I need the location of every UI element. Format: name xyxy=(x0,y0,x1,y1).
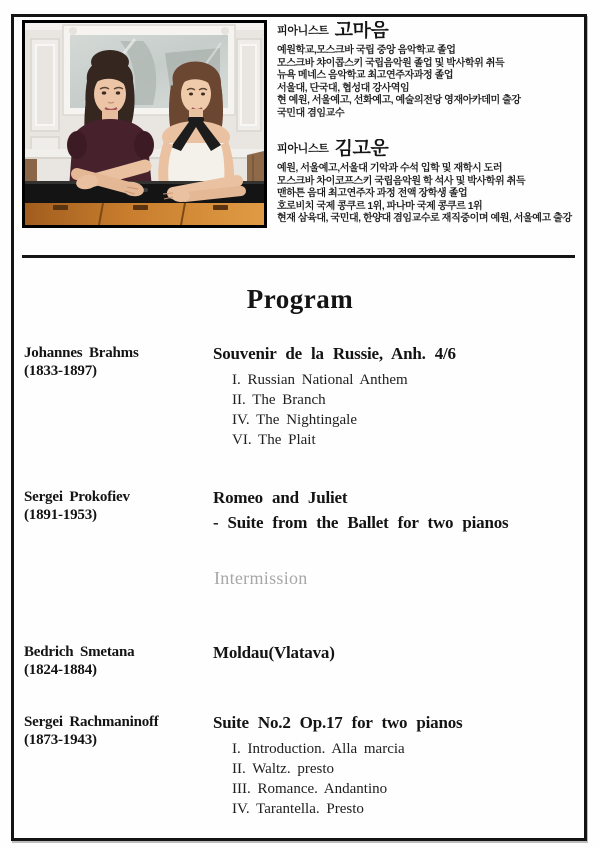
bio-line: 예원학교,모스크바 국립 중앙 음악학교 졸업 xyxy=(277,45,456,56)
composer-name: Johannes Brahms xyxy=(24,345,139,361)
composer-dates: (1873-1943) xyxy=(24,732,97,748)
movement-item: II. The Branch xyxy=(232,392,326,408)
composer-dates: (1891-1953) xyxy=(24,507,97,523)
pianists-photo-illustration xyxy=(25,23,264,225)
work-title: Moldau(Vlatava) xyxy=(213,643,335,662)
movement-list xyxy=(213,370,586,450)
pianist-2-role-label: 피아니스트 xyxy=(277,143,329,155)
movement-item: IV. Tarantella. Presto xyxy=(232,801,364,817)
composer-block xyxy=(24,643,206,679)
intermission-label: Intermission xyxy=(214,568,308,588)
composer-block xyxy=(24,344,206,380)
bio-line: 현 예원, 서울예고, 선화예고, 예술의전당 영재아카데미 출강 xyxy=(277,95,521,106)
composer-dates: (1824-1884) xyxy=(24,662,97,678)
pianists-photo xyxy=(22,20,267,228)
work-block xyxy=(213,341,586,450)
bio-line: 서울대, 단국대, 협성대 강사역임 xyxy=(277,82,410,94)
work-block xyxy=(213,640,586,665)
pianist-2-section xyxy=(277,139,586,226)
bio-line: 모스크바 챠이콥스키 국립음악원 졸업 및 박사학위 취득 xyxy=(277,57,505,69)
movement-list xyxy=(213,739,586,819)
composer-name: Sergei Prokofiev xyxy=(24,489,130,505)
movement-item: III. Romance. Andantino xyxy=(232,781,388,797)
bio-line: 뉴욕 메네스 음악학교 최고연주자과정 졸업 xyxy=(277,70,454,81)
composer-block xyxy=(24,713,206,749)
pianist-2-name: 김고운 xyxy=(334,139,389,159)
bio-line: 현재 삼육대, 국민대, 한양대 겸임교수로 재직중이며 예원, 서울예고 출강 xyxy=(277,213,572,224)
bio-line: 예원, 서울예고,서울대 기악과 수석 입학 및 재학시 도러 xyxy=(277,163,503,174)
movement-item: IV. The Nightingale xyxy=(232,412,358,428)
pianist-2-bio xyxy=(277,163,586,226)
pianist-1-bio xyxy=(277,45,586,120)
work-block xyxy=(213,710,586,819)
composer-name: Sergei Rachmaninoff xyxy=(24,714,159,730)
movement-item: I. Introduction. Alla marcia xyxy=(232,741,405,757)
program-title: Program xyxy=(246,284,354,314)
work-title: Suite No.2 Op.17 for two pianos xyxy=(213,713,463,732)
bio-line: 맨하튼 음대 최고연주자 과정 전액 장학생 졸업 xyxy=(277,188,468,199)
composer-dates: (1833-1897) xyxy=(24,363,97,379)
movement-item: VI. The Plait xyxy=(232,432,316,448)
bio-line: 호로비치 국제 콩쿠르 1위, 파나마 국제 콩쿠르 1위 xyxy=(277,200,483,212)
pianist-1-name: 고마음 xyxy=(334,21,389,41)
work-title: Souvenir de la Russie, Anh. 4/6 xyxy=(213,344,456,363)
work-block xyxy=(213,485,586,535)
composer-block xyxy=(24,488,206,524)
movement-item: II. Waltz. presto xyxy=(232,761,334,777)
composer-name: Bedrich Smetana xyxy=(24,644,135,660)
work-subtitle: - Suite from the Ballet for two pianos xyxy=(213,513,509,532)
pianist-2-header xyxy=(277,139,586,158)
bio-line: 국민대 겸임교수 xyxy=(277,107,345,119)
section-divider xyxy=(22,255,575,258)
pianist-1-role-label: 피아니스트 xyxy=(277,25,329,37)
bio-line: 모스크바 차이코프스키 국립음악원 학 석사 및 박사학위 취득 xyxy=(277,175,526,187)
work-title: Romeo and Juliet xyxy=(213,488,348,507)
pianist-1-section xyxy=(277,21,586,120)
pianist-1-header xyxy=(277,21,586,40)
movement-item: I. Russian National Anthem xyxy=(232,372,408,388)
